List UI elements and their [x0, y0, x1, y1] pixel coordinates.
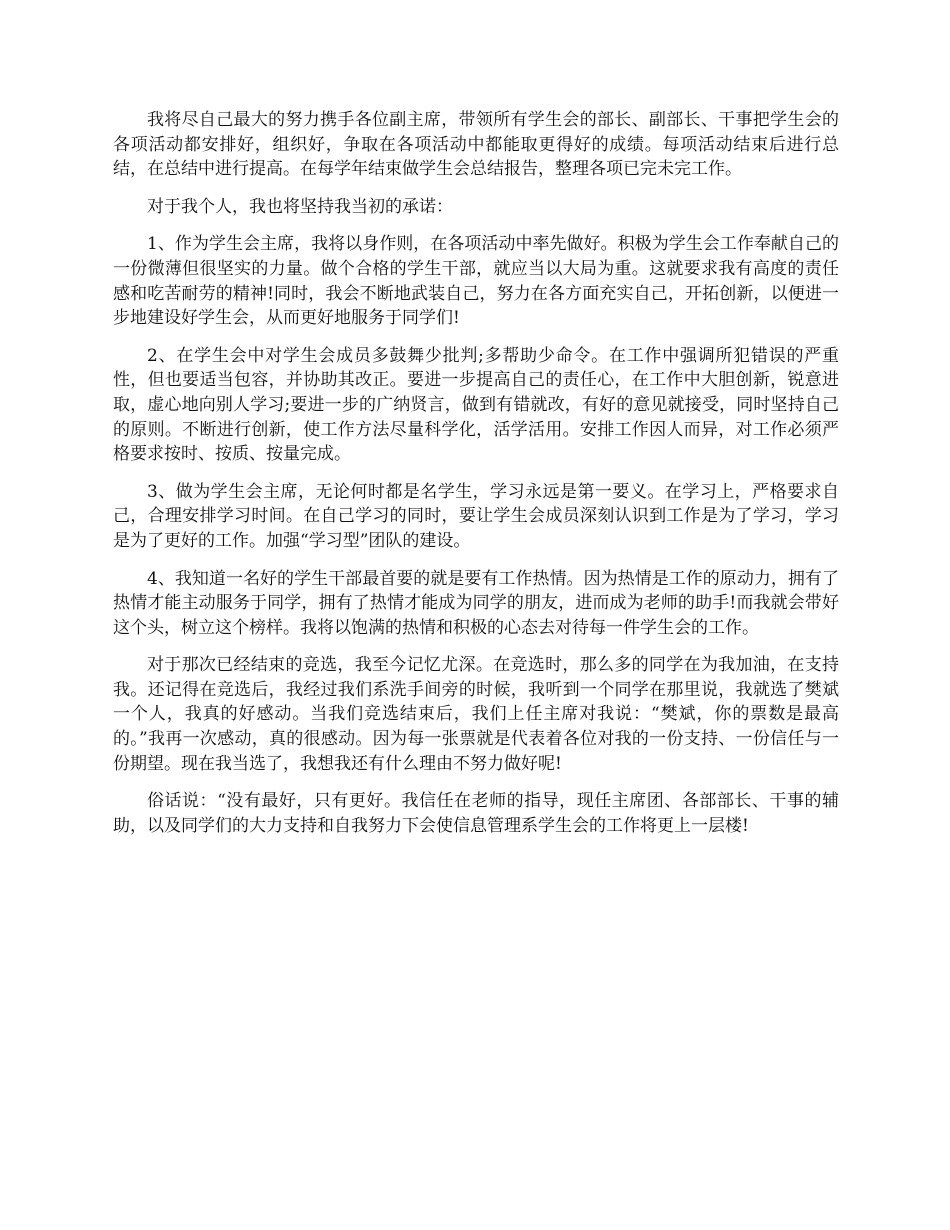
paragraph-commitment-lead: 对于我个人，我也将坚持我当初的承诺： [147, 196, 453, 217]
document-body [113, 108, 839, 851]
paragraph-point-3: 3、做为学生会主席，无论何时都是名学生，学习永远是第一要义。在学习上，严格要求自己，合理安排学习时间。在自己学习的同时，要让学生会成员深刻认识到工作是为了学习，学习是为了更好的工作。加强“学习型”团队的建设。 [113, 481, 839, 551]
paragraph-point-2: 2、在学生会中对学生会成员多鼓舞少批判;多帮助少命令。在工作中强调所犯错误的严重性，但也要适当包容，并协助其改正。要进一步提高自己的责任心，在工作中大胆创新，锐意进取，虚心地向别人学习;要进一步的广纳贤言，做到有错就改，有好的意见就接受，同时坚持自己的原则。不断进行创新，使工作方法尽量科学化，活学活用。安排工作因人而异，对工作必须严格要求按时、按质、按量完成。 [113, 345, 839, 465]
paragraph-closing: 俗话说：“没有最好，只有更好。我信任在老师的指导，现任主席团、各部部长、干事的辅助，以及同学们的大力支持和自我努力下会使信息管理系学生会的工作将更上一层楼! [113, 791, 839, 836]
paragraph-point-4: 4、我知道一名好的学生干部最首要的就是要有工作热情。因为热情是工作的原动力，拥有了热情才能主动服务于同学，拥有了热情才能成为同学的朋友，进而成为老师的助手!而我就会带好这个头，树立这个榜样。我将以饱满的热情和积极的心态去对待每一件学生会的工作。 [113, 568, 839, 638]
paragraph-point-1: 1、作为学生会主席，我将以身作则，在各项活动中率先做好。积极为学生会工作奉献自己的一份微薄但很坚实的力量。做个合格的学生干部，就应当以大局为重。这就要求我有高度的责任感和吃苦耐劳的精神!同时，我会不断地武装自己，努力在各方面充实自己，开拓创新，以便进一步地建设好学生会，从而更好地服务于同学们! [113, 234, 839, 329]
paragraph-intro: 我将尽自己最大的努力携手各位副主席，带领所有学生会的部长、副部长、干事把学生会的各项活动都安排好，组织好，争取在各项活动中都能取更得好的成绩。每项活动结束后进行总结，在总结中进行提高。在每学年结束做学生会总结报告，整理各项已完未完工作。 [113, 110, 839, 180]
paragraph-election-memory: 对于那次已经结束的竞选，我至今记忆尤深。在竞选时，那么多的同学在为我加油，在支持我。还记得在竞选后，我经过我们系洗手间旁的时候，我听到一个同学在那里说，我就选了樊斌一个人，我真的好感动。当我们竞选结束后，我们上任主席对我说：“樊斌，你的票数是最高的。”我再一次感动，真的很感动。因为每一张票就是代表着各位对我的一份支持、一份信任与一份期望。现在我当选了，我想我还有什么理由不努力做好呢! [113, 655, 839, 774]
